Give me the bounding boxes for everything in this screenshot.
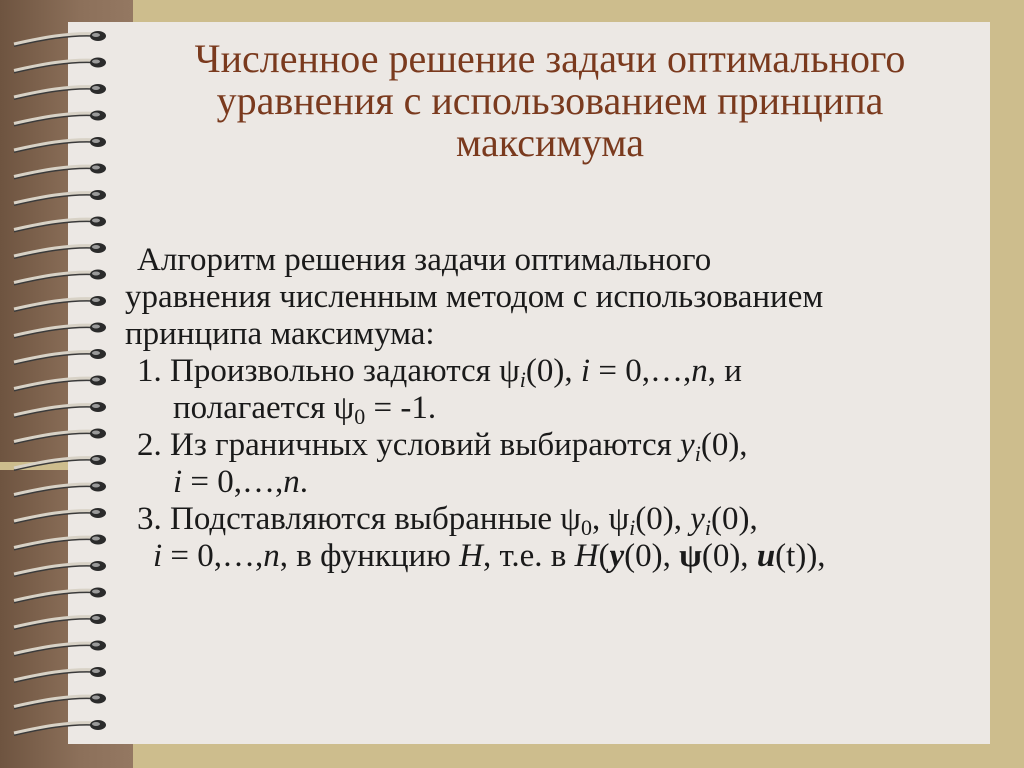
binding-ring <box>14 376 106 391</box>
step-2 <box>125 427 1005 464</box>
subscript-0: 0 <box>580 515 592 540</box>
step-3-number: 3. <box>137 501 162 537</box>
step-3-text: Подставляются выбранные <box>161 501 561 537</box>
subscript-i: i <box>704 515 712 540</box>
index-i: i <box>580 353 591 389</box>
binding-ring <box>14 482 106 497</box>
step-2-number: 2. <box>137 427 162 463</box>
binding-ring <box>14 455 106 470</box>
range: = 0,…, <box>162 538 264 574</box>
range: = 0,…, <box>182 464 284 500</box>
psi-symbol: ψ <box>499 353 520 389</box>
bold-psi: ψ <box>679 538 702 574</box>
binding-ring <box>14 58 106 73</box>
binding-ring <box>14 243 106 258</box>
index-i: i <box>153 538 163 574</box>
function-h: H <box>574 538 599 574</box>
binding-ring <box>14 694 106 709</box>
comma: , <box>591 501 609 537</box>
binding-ring <box>14 111 106 126</box>
binding-ring <box>14 720 106 735</box>
binding-ring <box>14 667 106 682</box>
step-1 <box>125 353 1005 390</box>
psi-symbol: ψ <box>560 501 581 537</box>
binding-ring <box>14 561 106 576</box>
binding-ring <box>14 137 106 152</box>
binding-ring <box>14 164 106 179</box>
intro-line-3: принципа максимума: <box>125 316 435 352</box>
title-line-3: максимума <box>456 120 644 165</box>
y-symbol: y <box>680 427 695 463</box>
index-i: i <box>173 464 183 500</box>
binding-ring <box>14 296 106 311</box>
slide-body <box>125 242 1005 575</box>
range: = 0,…, <box>590 353 692 389</box>
zero-arg: (0), <box>635 501 691 537</box>
text: , в функцию <box>279 538 460 574</box>
step-1-text: Произвольно задаются <box>161 353 500 389</box>
period: . <box>299 464 309 500</box>
step-2-line-2 <box>125 464 1005 501</box>
binding-ring <box>14 84 106 99</box>
slide-title <box>100 38 1000 164</box>
zero-arg: (0), <box>711 501 758 537</box>
subscript-i: i <box>519 367 526 392</box>
intro-line-2: уравнения численным методом с использованием <box>125 279 824 315</box>
binding-ring <box>14 323 106 338</box>
binding-ring <box>14 190 106 205</box>
step-1-line2-text: полагается <box>173 390 334 426</box>
step-1-line2-end: = -1. <box>365 390 437 426</box>
bold-u: u <box>756 538 776 574</box>
zero-arg: (0), <box>700 427 748 463</box>
y-symbol: y <box>690 501 705 537</box>
bold-y: y <box>609 538 625 574</box>
binding-ring <box>14 588 106 603</box>
binding-ring <box>14 31 106 46</box>
paren: ( <box>598 538 610 574</box>
subscript-i: i <box>694 441 701 466</box>
binding-ring <box>14 508 106 523</box>
subscript-i: i <box>629 515 636 540</box>
step-1-tail: , и <box>707 353 742 389</box>
binding-ring <box>14 402 106 417</box>
zero-arg: (0), <box>624 538 680 574</box>
psi-symbol: ψ <box>333 390 355 426</box>
step-2-text: Из граничных условий выбираются <box>161 427 681 463</box>
subscript-0: 0 <box>354 404 366 429</box>
binding-ring <box>14 429 106 444</box>
binding-ring <box>14 270 106 285</box>
index-n: n <box>263 538 280 574</box>
zero-arg: (0), <box>525 353 581 389</box>
text: , т.е. в <box>482 538 575 574</box>
step-3 <box>125 501 1005 538</box>
end: (t)), <box>775 538 826 574</box>
title-line-2: уравнения с использованием принципа <box>216 78 884 123</box>
binding-ring <box>14 217 106 232</box>
binding-ring <box>14 535 106 550</box>
title-line-1: Численное решение задачи оптимального <box>194 36 906 81</box>
step-1-line-2 <box>125 390 1005 427</box>
step-3-line-2 <box>125 538 1005 575</box>
zero-arg: (0), <box>701 538 757 574</box>
index-n: n <box>691 353 708 389</box>
function-h: H <box>459 538 483 574</box>
psi-symbol: ψ <box>608 501 630 537</box>
binding-ring <box>14 614 106 629</box>
binding-ring <box>14 349 106 364</box>
index-n: n <box>283 464 300 500</box>
step-1-number: 1. <box>137 353 162 389</box>
intro-line-1: Алгоритм решения задачи оптимального <box>137 242 712 278</box>
binding-ring <box>14 641 106 656</box>
